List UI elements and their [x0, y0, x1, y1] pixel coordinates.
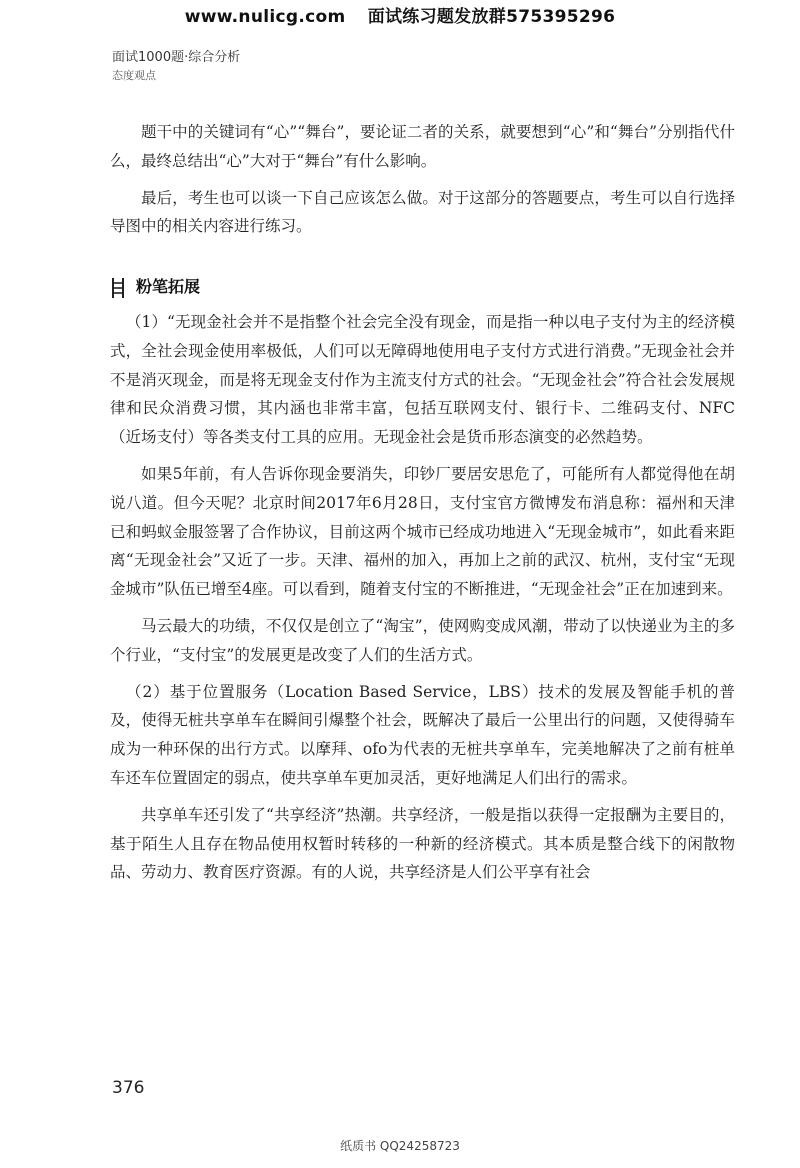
banner-url: www.nulicg.com [184, 7, 346, 27]
expansion-paragraph-3: 马云最大的功绩，不仅仅是创立了“淘宝”，使网购变成风潮，带动了以快递业为主的多个行业，“支付宝”的发展更是改变了人们的生活方式。 [110, 616, 735, 664]
top-banner [0, 2, 800, 27]
intro-paragraph-2: 最后，考生也可以谈一下自己应该怎么做。对于这部分的答题要点，考生可以自行选择导图中的相关内容进行练习。 [110, 188, 735, 236]
banner-group: 面试练习题发放群575395296 [367, 7, 616, 27]
footer-note: 纸质书 QQ24258723 [340, 1139, 460, 1153]
page-number: 376 [112, 1078, 145, 1098]
page-content [110, 118, 735, 895]
book-title: 面试1000题·综合分析 [112, 50, 241, 65]
expansion-paragraph-1: （1）“无现金社会并不是指整个社会完全没有现金，而是指一种以电子支付为主的经济模式，全社会现金使用率极低，人们可以无障碍地使用电子支付方式进行消费。”无现金社会并不是消灭现金，而是将无现金支付作为主流支付方式的社会。“无现金社会”符合社会发展规律和民众消费习惯，其内涵也非常丰富，包括互联网支付、银行卡、二维码支付、NFC（近场支付）等各类支付工具的应用。无现金社会是货币形态演变的必然趋势。 [110, 312, 735, 447]
expansion-paragraph-4: （2）基于位置服务（Location Based Service，LBS）技术的发展及智能手机的普及，使得无桩共享单车在瞬间引爆整个社会，既解决了最后一公里出行的问题，又使得骑车成为一种环保的出行方式。以摩拜、ofo为代表的无桩共享单车，完美地解决了之前有桩单车还车位置固定的弱点，使共享单车更加灵活，更好地满足人们出行的需求。 [110, 682, 735, 787]
intro-paragraph-1: 题干中的关键词有“心”“舞台”，要论证二者的关系，就要想到“心”和“舞台”分别指代什么，最终总结出“心”大对于“舞台”有什么影响。 [110, 123, 735, 170]
book-icon [110, 277, 126, 299]
section-heading [110, 273, 735, 302]
section-title: 粉笔拓展 [136, 277, 201, 297]
expansion-paragraph-2: 如果5年前，有人告诉你现金要消失，印钞厂要居安思危了，可能所有人都觉得他在胡说八道。但今天呢？北京时间2017年6月28日，支付宝官方微博发布消息称：福州和天津已和蚂蚁金服签署了合作协议，目前这两个城市已经成功地进入“无现金城市”，如此看来距离“无现金社会”又近了一步。天津、福州的加入，再加上之前的武汉、杭州，支付宝“无现金城市”队伍已增至4座。可以看到，随着支付宝的不断推进，“无现金社会”正在加速到来。 [110, 464, 735, 599]
book-subtitle: 态度观点 [112, 69, 156, 82]
expansion-paragraph-5: 共享单车还引发了“共享经济”热潮。共享经济，一般是指以获得一定报酬为主要目的，基于陌生人且存在物品使用权暂时转移的一种新的经济模式。其本质是整合线下的闲散物品、劳动力、教育医疗资源。有的人说，共享经济是人们公平享有社会 [110, 805, 735, 882]
